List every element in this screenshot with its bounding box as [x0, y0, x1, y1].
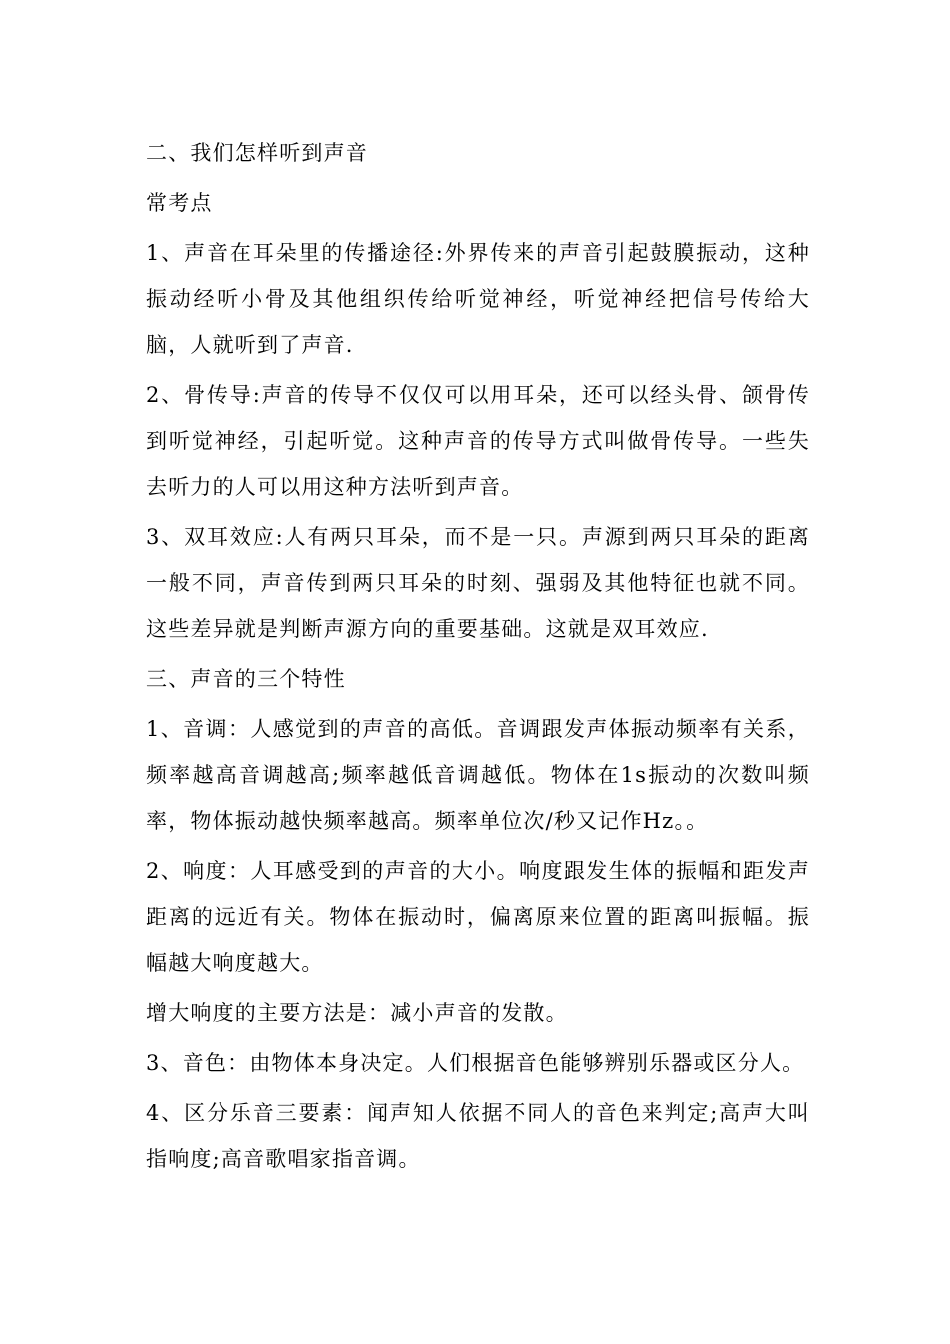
- paragraph-binaural-effect: 3、双耳效应:人有两只耳朵，而不是一只。声源到两只耳朵的距离一般不同，声音传到两只耳朵的时刻、强弱及其他特征也就不同。这些差异就是判断声源方向的重要基础。这就是双耳效应.: [146, 525, 810, 641]
- paragraph-increase-loudness: 增大响度的主要方法是：减小声音的发散。: [146, 1001, 568, 1025]
- paragraph-timbre: 3、音色：由物体本身决定。人们根据音色能够辨别乐器或区分人。: [146, 1051, 805, 1075]
- paragraph-bone-conduction: 2、骨传导:声音的传导不仅仅可以用耳朵，还可以经头骨、颌骨传到听觉神经，引起听觉。这种声音的传导方式叫做骨传导。一些失去听力的人可以用这种方法听到声音。: [146, 383, 810, 499]
- subheading-key-points: 常考点: [146, 191, 213, 215]
- document-page: [146, 130, 810, 1186]
- paragraph-loudness: 2、响度：人耳感受到的声音的大小。响度跟发生体的振幅和距发声距离的远近有关。物体在振动时，偏离原来位置的距离叫振幅。振幅越大响度越大。: [146, 859, 810, 975]
- paragraph-pitch: 1、音调：人感觉到的声音的高低。音调跟发声体振动频率有关系，频率越高音调越高;频率越低音调越低。物体在1s振动的次数叫频率，物体振动越快频率越高。频率单位次/秒又记作Hz。。: [146, 717, 810, 833]
- section-heading-2: 二、我们怎样听到声音: [146, 141, 368, 165]
- section-heading-3: 三、声音的三个特性: [146, 667, 346, 691]
- paragraph-three-elements: 4、区分乐音三要素：闻声知人依据不同人的音色来判定;高声大叫指响度;高音歌唱家指音调。: [146, 1101, 810, 1171]
- paragraph-ear-transmission: 1、声音在耳朵里的传播途径:外界传来的声音引起鼓膜振动，这种振动经听小骨及其他组织传给听觉神经，听觉神经把信号传给大脑，人就听到了声音.: [146, 241, 810, 357]
